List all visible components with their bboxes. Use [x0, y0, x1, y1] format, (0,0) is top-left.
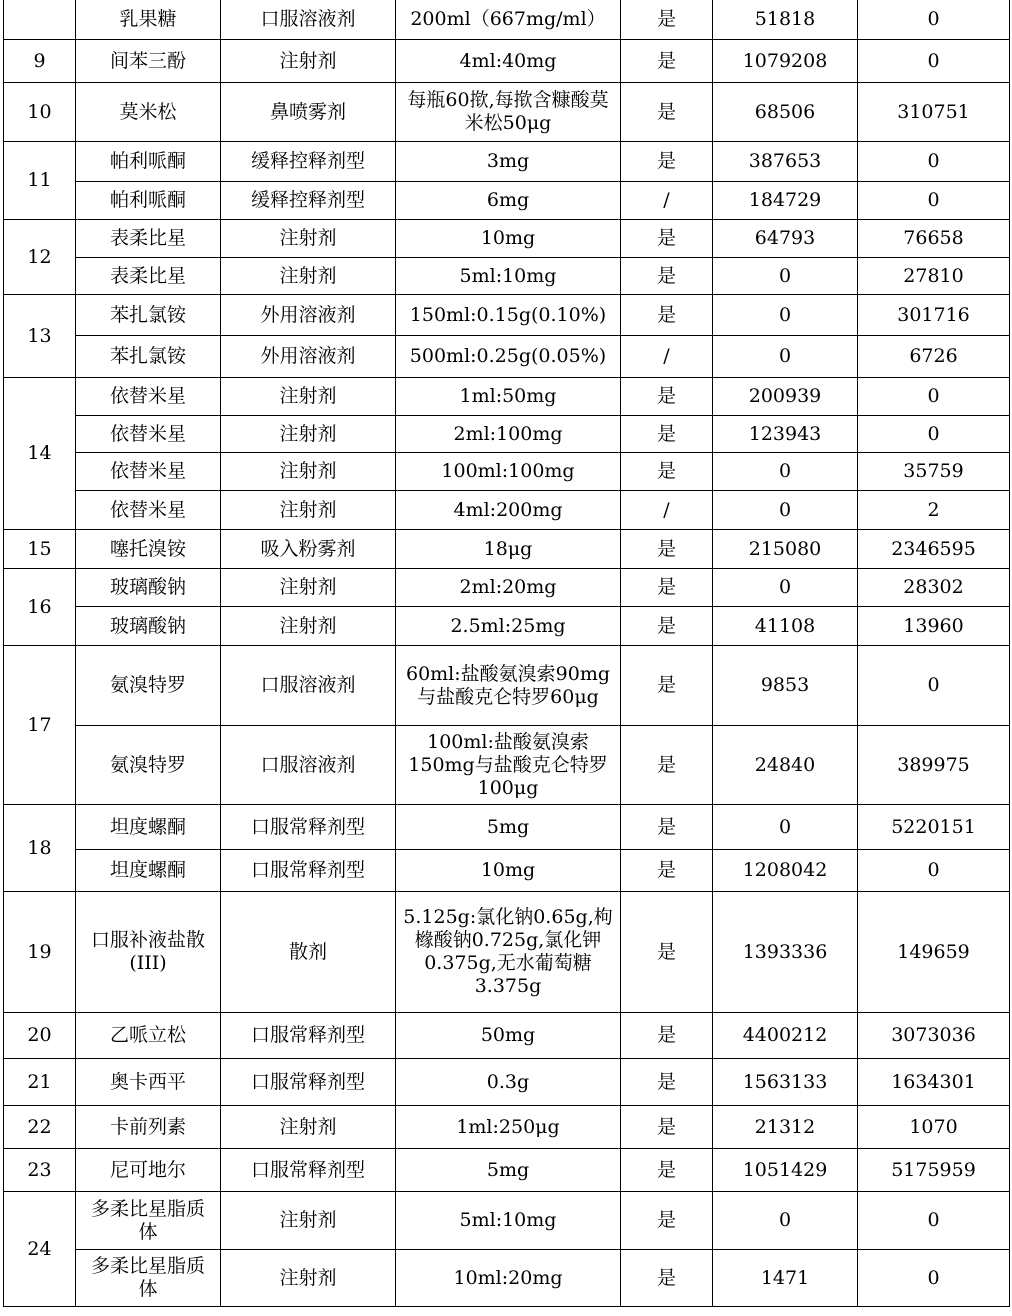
- table-row: [4, 569, 1010, 607]
- drug-name-cell: 坦度螺酮: [76, 805, 221, 850]
- row-number-cell: 14: [4, 378, 76, 530]
- value-b-cell: 0: [858, 416, 1010, 453]
- value-b-cell: 2: [858, 491, 1010, 530]
- value-a-cell: 1208042: [713, 850, 858, 892]
- value-b-cell: 0: [858, 850, 1010, 892]
- value-b-cell: 2346595: [858, 530, 1010, 569]
- flag-cell: 是: [621, 1059, 713, 1106]
- table-row: [4, 416, 1010, 453]
- value-b-cell: 5220151: [858, 805, 1010, 850]
- dosage-form-cell: 口服常释剂型: [221, 1013, 396, 1059]
- row-number-cell: 13: [4, 295, 76, 378]
- specification-cell: 5.125g:氯化钠0.65g,枸橼酸钠0.725g,氯化钾0.375g,无水葡萄糖3.375g: [396, 892, 621, 1013]
- flag-cell: 是: [621, 220, 713, 258]
- drug-name-cell: 依替米星: [76, 416, 221, 453]
- specification-cell: 60ml:盐酸氨溴索90mg与盐酸克仑特罗60μg: [396, 646, 621, 726]
- specification-cell: 4ml:40mg: [396, 40, 621, 83]
- row-number-cell: 18: [4, 805, 76, 892]
- drug-name-cell: 乙哌立松: [76, 1013, 221, 1059]
- flag-cell: /: [621, 336, 713, 378]
- value-a-cell: 215080: [713, 530, 858, 569]
- dosage-form-cell: 注射剂: [221, 607, 396, 646]
- value-a-cell: 21312: [713, 1106, 858, 1149]
- value-a-cell: 0: [713, 491, 858, 530]
- drug-name-cell: 依替米星: [76, 453, 221, 491]
- specification-cell: 50mg: [396, 1013, 621, 1059]
- drug-name-cell: 氨溴特罗: [76, 646, 221, 726]
- specification-cell: 6mg: [396, 182, 621, 220]
- flag-cell: 是: [621, 892, 713, 1013]
- drug-name-cell: 坦度螺酮: [76, 850, 221, 892]
- table-row: [4, 850, 1010, 892]
- flag-cell: /: [621, 182, 713, 220]
- value-b-cell: 0: [858, 378, 1010, 416]
- value-a-cell: 68506: [713, 83, 858, 142]
- flag-cell: 是: [621, 1149, 713, 1192]
- value-b-cell: 301716: [858, 295, 1010, 336]
- drug-name-cell: 帕利哌酮: [76, 142, 221, 182]
- flag-cell: 是: [621, 416, 713, 453]
- flag-cell: 是: [621, 295, 713, 336]
- flag-cell: 是: [621, 1250, 713, 1307]
- value-a-cell: 184729: [713, 182, 858, 220]
- table-row: [4, 726, 1010, 805]
- value-a-cell: 0: [713, 805, 858, 850]
- flag-cell: 是: [621, 83, 713, 142]
- value-a-cell: 64793: [713, 220, 858, 258]
- drug-name-cell: 口服补液盐散(III): [76, 892, 221, 1013]
- flag-cell: 是: [621, 142, 713, 182]
- flag-cell: 是: [621, 1192, 713, 1250]
- flag-cell: 是: [621, 378, 713, 416]
- row-number-cell: 19: [4, 892, 76, 1013]
- row-number-cell: 20: [4, 1013, 76, 1059]
- row-number-cell: 21: [4, 1059, 76, 1106]
- table-row: [4, 1013, 1010, 1059]
- dosage-form-cell: 注射剂: [221, 40, 396, 83]
- value-a-cell: 0: [713, 1192, 858, 1250]
- flag-cell: 是: [621, 1013, 713, 1059]
- value-b-cell: 0: [858, 142, 1010, 182]
- specification-cell: 500ml:0.25g(0.05%): [396, 336, 621, 378]
- value-a-cell: 1563133: [713, 1059, 858, 1106]
- specification-cell: 1ml:50mg: [396, 378, 621, 416]
- specification-cell: 3mg: [396, 142, 621, 182]
- row-number-cell: 10: [4, 83, 76, 142]
- dosage-form-cell: 注射剂: [221, 378, 396, 416]
- value-b-cell: 76658: [858, 220, 1010, 258]
- flag-cell: 是: [621, 850, 713, 892]
- value-a-cell: 51818: [713, 0, 858, 40]
- specification-cell: 4ml:200mg: [396, 491, 621, 530]
- row-number-cell: 24: [4, 1192, 76, 1307]
- row-number-cell: 15: [4, 530, 76, 569]
- flag-cell: 是: [621, 530, 713, 569]
- value-b-cell: 13960: [858, 607, 1010, 646]
- value-a-cell: 1079208: [713, 40, 858, 83]
- value-b-cell: 3073036: [858, 1013, 1010, 1059]
- drug-name-cell: 奥卡西平: [76, 1059, 221, 1106]
- drug-name-cell: 尼可地尔: [76, 1149, 221, 1192]
- drug-name-cell: 噻托溴铵: [76, 530, 221, 569]
- dosage-form-cell: 注射剂: [221, 491, 396, 530]
- value-b-cell: 0: [858, 1192, 1010, 1250]
- value-a-cell: 0: [713, 453, 858, 491]
- dosage-form-cell: 注射剂: [221, 453, 396, 491]
- value-b-cell: 0: [858, 646, 1010, 726]
- specification-cell: 10mg: [396, 220, 621, 258]
- value-b-cell: 0: [858, 1250, 1010, 1307]
- specification-cell: 100ml:100mg: [396, 453, 621, 491]
- table-row: [4, 1192, 1010, 1250]
- value-a-cell: 0: [713, 295, 858, 336]
- flag-cell: 是: [621, 1106, 713, 1149]
- table-row: [4, 336, 1010, 378]
- table-row: [4, 40, 1010, 83]
- value-b-cell: 149659: [858, 892, 1010, 1013]
- drug-name-cell: 表柔比星: [76, 220, 221, 258]
- value-a-cell: 200939: [713, 378, 858, 416]
- dosage-form-cell: 外用溶液剂: [221, 295, 396, 336]
- value-a-cell: 123943: [713, 416, 858, 453]
- row-number-cell: 17: [4, 646, 76, 805]
- value-a-cell: 1051429: [713, 1149, 858, 1192]
- drug-name-cell: 间苯三酚: [76, 40, 221, 83]
- table-row: [4, 378, 1010, 416]
- flag-cell: 是: [621, 569, 713, 607]
- specification-cell: 2ml:20mg: [396, 569, 621, 607]
- row-number-cell: 9: [4, 40, 76, 83]
- value-b-cell: 0: [858, 40, 1010, 83]
- flag-cell: 是: [621, 607, 713, 646]
- flag-cell: 是: [621, 646, 713, 726]
- specification-cell: 5mg: [396, 805, 621, 850]
- row-number-cell: 16: [4, 569, 76, 646]
- value-a-cell: 41108: [713, 607, 858, 646]
- specification-cell: 2.5ml:25mg: [396, 607, 621, 646]
- drug-table: [3, 0, 1010, 1307]
- drug-name-cell: 卡前列素: [76, 1106, 221, 1149]
- specification-cell: 5ml:10mg: [396, 1192, 621, 1250]
- dosage-form-cell: 口服常释剂型: [221, 1059, 396, 1106]
- value-a-cell: 0: [713, 336, 858, 378]
- value-a-cell: 24840: [713, 726, 858, 805]
- specification-cell: 1ml:250μg: [396, 1106, 621, 1149]
- drug-name-cell: 多柔比星脂质体: [76, 1192, 221, 1250]
- drug-name-cell: 乳果糖: [76, 0, 221, 40]
- table-row: [4, 1059, 1010, 1106]
- specification-cell: 18μg: [396, 530, 621, 569]
- drug-name-cell: 依替米星: [76, 378, 221, 416]
- specification-cell: 100ml:盐酸氨溴索150mg与盐酸克仑特罗100μg: [396, 726, 621, 805]
- value-b-cell: 27810: [858, 258, 1010, 295]
- dosage-form-cell: 鼻喷雾剂: [221, 83, 396, 142]
- value-b-cell: 310751: [858, 83, 1010, 142]
- specification-cell: 10ml:20mg: [396, 1250, 621, 1307]
- drug-name-cell: 帕利哌酮: [76, 182, 221, 220]
- table-row: [4, 258, 1010, 295]
- dosage-form-cell: 吸入粉雾剂: [221, 530, 396, 569]
- drug-name-cell: 多柔比星脂质体: [76, 1250, 221, 1307]
- value-a-cell: 1393336: [713, 892, 858, 1013]
- table-row: [4, 1250, 1010, 1307]
- table-row: [4, 1106, 1010, 1149]
- drug-name-cell: 依替米星: [76, 491, 221, 530]
- value-b-cell: 1070: [858, 1106, 1010, 1149]
- specification-cell: 200ml（667mg/ml）: [396, 0, 621, 40]
- table-row: [4, 142, 1010, 182]
- dosage-form-cell: 注射剂: [221, 569, 396, 607]
- dosage-form-cell: 注射剂: [221, 220, 396, 258]
- dosage-form-cell: 口服常释剂型: [221, 1149, 396, 1192]
- table-row: [4, 530, 1010, 569]
- drug-name-cell: 表柔比星: [76, 258, 221, 295]
- specification-cell: 5mg: [396, 1149, 621, 1192]
- dosage-form-cell: 口服溶液剂: [221, 0, 396, 40]
- value-a-cell: 9853: [713, 646, 858, 726]
- drug-name-cell: 玻璃酸钠: [76, 607, 221, 646]
- specification-cell: 每瓶60揿,每揿含糠酸莫米松50μg: [396, 83, 621, 142]
- dosage-form-cell: 口服溶液剂: [221, 726, 396, 805]
- table-row: [4, 295, 1010, 336]
- table-row: [4, 1149, 1010, 1192]
- flag-cell: 是: [621, 805, 713, 850]
- drug-name-cell: 氨溴特罗: [76, 726, 221, 805]
- specification-cell: 10mg: [396, 850, 621, 892]
- table-row: [4, 0, 1010, 40]
- row-number-cell: 22: [4, 1106, 76, 1149]
- value-b-cell: 389975: [858, 726, 1010, 805]
- table-row: [4, 491, 1010, 530]
- dosage-form-cell: 注射剂: [221, 1192, 396, 1250]
- table-row: [4, 182, 1010, 220]
- dosage-form-cell: 口服常释剂型: [221, 805, 396, 850]
- dosage-form-cell: 口服常释剂型: [221, 850, 396, 892]
- value-a-cell: 0: [713, 569, 858, 607]
- specification-cell: 150ml:0.15g(0.10%): [396, 295, 621, 336]
- dosage-form-cell: 散剂: [221, 892, 396, 1013]
- dosage-form-cell: 注射剂: [221, 416, 396, 453]
- value-b-cell: 5175959: [858, 1149, 1010, 1192]
- flag-cell: 是: [621, 0, 713, 40]
- table-row: [4, 83, 1010, 142]
- table-row: [4, 805, 1010, 850]
- value-b-cell: 0: [858, 0, 1010, 40]
- dosage-form-cell: 外用溶液剂: [221, 336, 396, 378]
- table-row: [4, 453, 1010, 491]
- value-b-cell: 35759: [858, 453, 1010, 491]
- drug-name-cell: 苯扎氯铵: [76, 295, 221, 336]
- specification-cell: 2ml:100mg: [396, 416, 621, 453]
- value-a-cell: 0: [713, 258, 858, 295]
- drug-name-cell: 玻璃酸钠: [76, 569, 221, 607]
- value-b-cell: 0: [858, 182, 1010, 220]
- drug-name-cell: 莫米松: [76, 83, 221, 142]
- row-number-cell: 12: [4, 220, 76, 295]
- dosage-form-cell: 口服溶液剂: [221, 646, 396, 726]
- value-a-cell: 1471: [713, 1250, 858, 1307]
- dosage-form-cell: 注射剂: [221, 1106, 396, 1149]
- table-row: [4, 220, 1010, 258]
- row-number-cell: 11: [4, 142, 76, 220]
- value-b-cell: 28302: [858, 569, 1010, 607]
- drug-name-cell: 苯扎氯铵: [76, 336, 221, 378]
- flag-cell: 是: [621, 453, 713, 491]
- row-number-cell: [4, 0, 76, 40]
- value-a-cell: 387653: [713, 142, 858, 182]
- table-row: [4, 607, 1010, 646]
- value-b-cell: 6726: [858, 336, 1010, 378]
- specification-cell: 0.3g: [396, 1059, 621, 1106]
- flag-cell: /: [621, 491, 713, 530]
- flag-cell: 是: [621, 726, 713, 805]
- value-b-cell: 1634301: [858, 1059, 1010, 1106]
- flag-cell: 是: [621, 40, 713, 83]
- dosage-form-cell: 注射剂: [221, 1250, 396, 1307]
- table-row: [4, 646, 1010, 726]
- dosage-form-cell: 缓释控释剂型: [221, 182, 396, 220]
- specification-cell: 5ml:10mg: [396, 258, 621, 295]
- row-number-cell: 23: [4, 1149, 76, 1192]
- value-a-cell: 4400212: [713, 1013, 858, 1059]
- flag-cell: 是: [621, 258, 713, 295]
- dosage-form-cell: 注射剂: [221, 258, 396, 295]
- table-row: [4, 892, 1010, 1013]
- dosage-form-cell: 缓释控释剂型: [221, 142, 396, 182]
